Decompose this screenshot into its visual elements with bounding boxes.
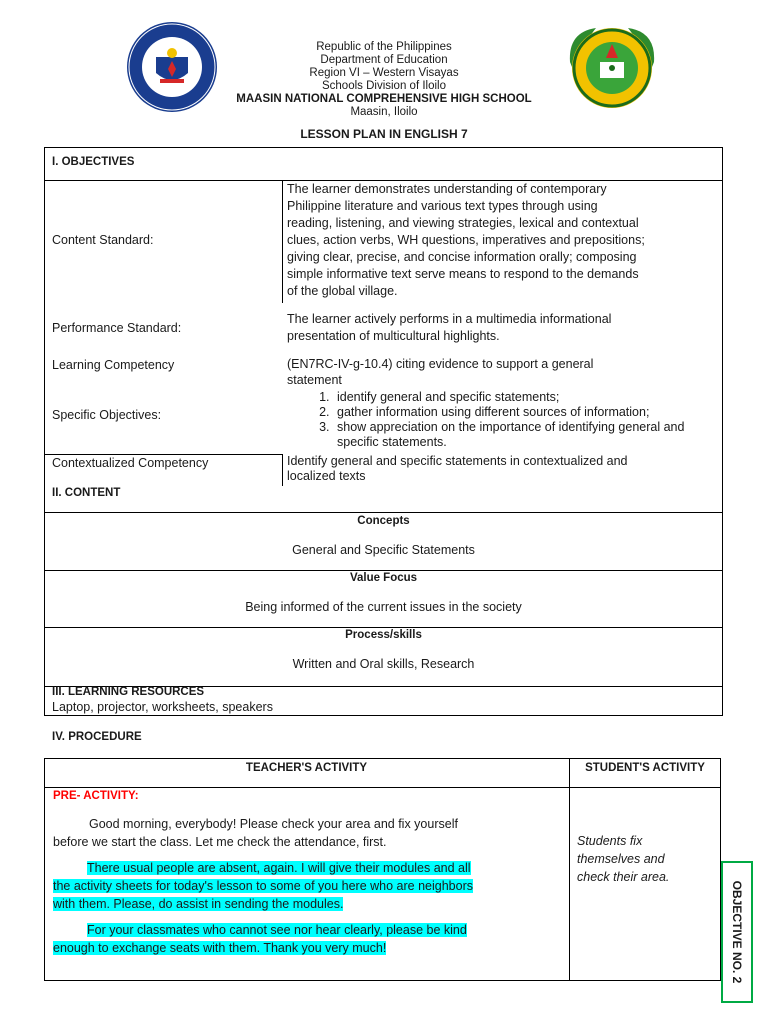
- value-focus-label: Value Focus: [349, 572, 418, 584]
- process-label: Process/skills: [345, 629, 422, 641]
- contextualized-text: Identify general and specific statements in contextualized and localized texts: [287, 454, 628, 483]
- resources-value: Laptop, projector, worksheets, speakers: [52, 700, 273, 714]
- performance-standard-text: The learner actively performs in a multimedia informational presentation of multicultural highlights.: [287, 312, 612, 343]
- school-name: MAASIN NATIONAL COMPREHENSIVE HIGH SCHOOL: [236, 93, 532, 105]
- paragraph-absent: There usual people are absent, again. I will give their modules and all the activity sheets for today's lesson to some of you here who are neighbors with them. Please, do assist in sending the modules.: [53, 861, 473, 911]
- value-focus-value: Being informed of the current issues in the society: [245, 600, 522, 614]
- student-activity-header: STUDENT'S ACTIVITY: [585, 762, 705, 774]
- performance-standard-label: Performance Standard:: [52, 321, 182, 335]
- divider: [282, 454, 283, 486]
- header-line-region: Region VI – Western Visayas: [309, 67, 459, 79]
- divider: [44, 570, 722, 571]
- divider: [44, 627, 722, 628]
- divider: [569, 759, 570, 980]
- list-item: 1. identify general and specific statements;: [333, 390, 725, 405]
- process-value: Written and Oral skills, Research: [292, 657, 475, 671]
- student-activity-text: Students fix themselves and check their area.: [577, 834, 670, 884]
- divider: [282, 181, 283, 303]
- teacher-activity-header: TEACHER'S ACTIVITY: [245, 762, 368, 774]
- list-item: 2. gather information using different sources of information;: [333, 405, 725, 420]
- contextualized-label: Contextualized Competency: [52, 456, 209, 470]
- school-location: Maasin, Iloilo: [350, 106, 418, 118]
- specific-objectives-list: [285, 390, 725, 450]
- letterhead: [0, 41, 768, 119]
- paragraph-seats: For your classmates who cannot see nor hear clearly, please be kind enough to exchange seats with them. Thank you very much!: [53, 923, 467, 955]
- procedure-heading: IV. PROCEDURE: [52, 731, 142, 743]
- objective-side-tag: [721, 861, 753, 1003]
- learning-competency-label: Learning Competency: [52, 358, 175, 372]
- resources-heading: III. LEARNING RESOURCES: [52, 686, 205, 698]
- header-line-division: Schools Division of Iloilo: [321, 80, 446, 92]
- objective-side-tag-label: OBJECTIVE NO. 2: [730, 880, 744, 984]
- content-standard-text: The learner demonstrates understanding of contemporary Philippine literature and various text types through using reading, listening, and viewing strategies, lexical and contextual clues, action verbs, WH questions, imperatives and prepositions; giving clear, precise, and concise information orally; composing simple informative text serve means to respond to the demands of the global village.: [287, 182, 645, 298]
- learning-competency-text: (EN7RC-IV-g-10.4) citing evidence to support a general statement: [287, 357, 594, 387]
- content-standard-label: Content Standard:: [52, 233, 154, 247]
- pre-activity-label: PRE- ACTIVITY:: [53, 790, 139, 802]
- content-heading: II. CONTENT: [52, 487, 121, 499]
- objectives-heading: I. OBJECTIVES: [52, 156, 135, 168]
- specific-objectives-label: Specific Objectives:: [52, 408, 162, 422]
- paragraph-greeting: Good morning, everybody! Please check your area and fix yourself before we start the class. Let me check the attendance, first.: [53, 817, 458, 849]
- header-line-deped: Department of Education: [320, 54, 448, 66]
- plan-title: LESSON PLAN IN ENGLISH 7: [300, 127, 468, 141]
- header-line-republic: Republic of the Philippines: [316, 41, 452, 53]
- concepts-value: General and Specific Statements: [292, 543, 475, 557]
- list-item: 3. show appreciation on the importance of identifying general and specific statements.: [333, 420, 725, 450]
- divider: [44, 787, 720, 788]
- concepts-label: Concepts: [357, 515, 410, 527]
